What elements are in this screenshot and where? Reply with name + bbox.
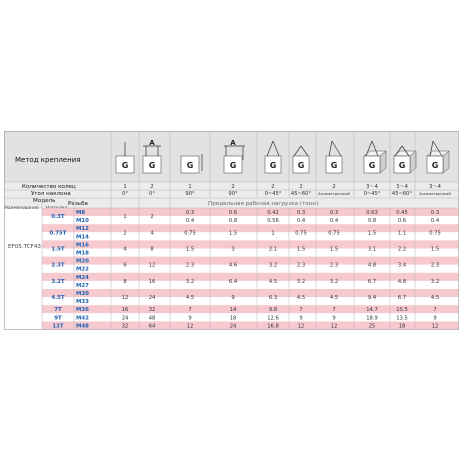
- work-load-cell: 0.75: [429, 230, 441, 237]
- work-load-cell: 2.3: [185, 262, 195, 269]
- work-load-cell: 2.3: [329, 262, 339, 269]
- table-row: [42, 216, 459, 224]
- thread-cell: M18: [76, 250, 89, 257]
- ring-value-cell: 8: [150, 246, 154, 253]
- work-load-cell: 14: [229, 307, 237, 314]
- load-cell: 3.2T: [51, 278, 65, 285]
- angle-cell: 0°: [149, 191, 155, 197]
- work-load-cell: 7: [332, 307, 336, 314]
- ring-value-cell: 8: [123, 278, 127, 285]
- load-cell: 9T: [54, 315, 62, 322]
- work-load-cell: 1: [271, 230, 275, 237]
- ring-count-cell: 1: [123, 184, 127, 190]
- load-cell: 7T: [54, 307, 62, 314]
- lifting-table: [4, 131, 459, 341]
- work-load-cell: 4.8: [397, 278, 407, 285]
- ring-value-cell: 64: [148, 323, 156, 330]
- ring-count-cell: 2: [332, 184, 336, 190]
- ring-count-cell: 3～4: [366, 184, 378, 190]
- load-cell: 4.5T: [51, 295, 65, 302]
- work-load-cell: 0.42: [267, 210, 279, 216]
- thread-cell: M30: [76, 291, 89, 297]
- work-load-cell: 1.1: [397, 230, 407, 237]
- work-load-cell: 4.6: [228, 262, 238, 269]
- work-load-cell: 2.3: [296, 262, 306, 269]
- thread-cell: M8: [76, 210, 86, 216]
- work-load-cell: 9: [188, 315, 192, 322]
- svg-text:A: A: [230, 139, 236, 147]
- work-load-cell: 9: [231, 295, 235, 302]
- angle-cell: 90°: [185, 191, 195, 197]
- angle-label: Угол наклона: [31, 191, 71, 197]
- ring-count-cell: 3～4: [429, 184, 441, 190]
- thread-cell: M48: [76, 323, 89, 330]
- ring-value-cell: 6: [123, 262, 127, 269]
- thread-cell: M42: [76, 315, 89, 322]
- load-cell: 12T: [52, 323, 64, 330]
- svg-text:G: G: [269, 161, 277, 170]
- work-load-cell: 1.5: [367, 230, 377, 237]
- table-row: [42, 224, 459, 232]
- work-load-cell: 10.5: [396, 307, 408, 314]
- table-row: [42, 257, 459, 265]
- work-load-cell: 2.3: [430, 262, 440, 269]
- table-row: [42, 240, 459, 248]
- work-load-cell: 3.2: [329, 278, 339, 285]
- angle-cell: 45~60°: [290, 191, 312, 197]
- work-load-cell: 9: [299, 315, 303, 322]
- work-load-cell: 12: [431, 323, 439, 330]
- work-load-cell: 2.1: [268, 246, 278, 253]
- thread-cell: M20: [76, 258, 89, 265]
- ring-value-cell: 12: [121, 295, 129, 302]
- work-load-cell: 6.4: [228, 278, 238, 285]
- ring-value-cell: 32: [148, 307, 156, 314]
- work-load-cell: 3.1: [367, 246, 377, 253]
- angle-cell: 0°: [122, 191, 128, 197]
- work-load-cell: 1.5: [296, 246, 306, 253]
- work-load-label: Предельная рабочая нагрузка (тонн): [208, 201, 319, 207]
- ring-value-cell: 24: [121, 315, 129, 322]
- work-load-cell: 4.8: [367, 262, 377, 269]
- work-load-cell: 2.2: [397, 246, 407, 253]
- ring-count-cell: 2: [271, 184, 275, 190]
- table-row: [42, 289, 459, 297]
- ring-count-cell: 2: [231, 184, 235, 190]
- work-load-cell: 0.6: [397, 218, 407, 225]
- work-load-cell: 7: [188, 307, 192, 314]
- thread-cell: M16: [76, 242, 89, 249]
- thread-cell: M14: [76, 234, 89, 241]
- ring-count-cell: 2: [150, 184, 154, 190]
- table-row: [42, 232, 459, 240]
- angle-cell: 0~45°: [363, 191, 381, 197]
- work-load-cell: 3.2: [185, 278, 195, 285]
- work-load-cell: 0.45: [396, 210, 408, 216]
- work-load-cell: 13.5: [396, 315, 408, 322]
- table-row: [42, 262, 459, 273]
- work-load-cell: 4.5: [430, 295, 440, 302]
- work-load-cell: 6.7: [397, 295, 407, 302]
- work-load-cell: 0.3: [185, 210, 195, 216]
- ring-value-cell: 24: [148, 295, 156, 302]
- work-load-cell: 9: [433, 315, 437, 322]
- svg-text:G: G: [431, 161, 439, 170]
- svg-text:G: G: [330, 161, 338, 170]
- work-load-cell: 3.2: [296, 278, 306, 285]
- work-load-cell: 0.75: [328, 230, 340, 237]
- work-load-cell: 9.8: [268, 307, 278, 314]
- work-load-cell: 0.8: [228, 218, 238, 225]
- work-load-cell: 1.5: [185, 246, 195, 253]
- series-code: EF05.TCF43: [8, 244, 41, 250]
- angle-cell: Ассиметричный: [318, 191, 350, 196]
- ring-value-cell: 32: [121, 323, 129, 330]
- work-load-cell: 0.3: [430, 210, 440, 216]
- svg-text:G: G: [186, 161, 194, 170]
- table-row: [42, 297, 459, 305]
- angle-cell: 0~45°: [264, 191, 282, 197]
- work-load-cell: 1.5: [228, 230, 238, 237]
- ring-value-cell: 16: [121, 307, 129, 314]
- work-load-cell: 0.6: [228, 210, 238, 216]
- work-load-cell: 12: [186, 323, 194, 330]
- angle-cell: 45~60°: [391, 191, 413, 197]
- svg-text:G: G: [229, 161, 237, 170]
- name-label: Наименование: [4, 206, 39, 211]
- work-load-cell: 7: [433, 307, 437, 314]
- ring-value-cell: 4: [150, 230, 154, 237]
- ring-count-cell: 1: [188, 184, 192, 190]
- work-load-cell: 18: [398, 323, 406, 330]
- ring-value-cell: 48: [148, 315, 156, 322]
- work-load-cell: 0.3: [296, 210, 306, 216]
- ring-count-cell: 3～4: [396, 184, 408, 190]
- table-row: [42, 246, 459, 257]
- load-cell: 0.75T: [49, 230, 67, 237]
- work-load-cell: 1.5: [329, 246, 339, 253]
- svg-text:G: G: [368, 161, 376, 170]
- thread-cell: M10: [76, 218, 89, 225]
- thread-cell: M12: [76, 226, 89, 233]
- thread-cell: M36: [76, 307, 89, 314]
- work-load-cell: 16.8: [267, 323, 279, 330]
- angle-cell: Ассиметричный: [419, 191, 451, 196]
- work-load-cell: 3.2: [430, 278, 440, 285]
- load-cell: 0.3T: [51, 214, 65, 221]
- svg-text:G: G: [297, 161, 305, 170]
- thread-cell: M24: [76, 274, 89, 281]
- ring-value-cell: 2: [150, 214, 154, 221]
- work-load-cell: 4.5: [185, 295, 195, 302]
- work-load-cell: 0.75: [184, 230, 196, 237]
- method-label: Метод крепления: [15, 156, 81, 164]
- ring-count-label: Количество колец: [22, 184, 76, 190]
- work-load-cell: 0.8: [367, 218, 377, 225]
- work-load-cell: 3: [231, 246, 235, 253]
- work-load-cell: 12: [297, 323, 305, 330]
- work-load-cell: 24: [229, 323, 237, 330]
- work-load-cell: 4.5: [329, 295, 339, 302]
- load-cell: 1.5T: [51, 246, 65, 253]
- work-load-cell: 0.4: [185, 218, 195, 225]
- svg-text:G: G: [398, 161, 406, 170]
- load-cell: 2.3T: [51, 262, 65, 269]
- work-load-cell: 0.4: [296, 218, 306, 225]
- ring-value-cell: 4: [123, 246, 127, 253]
- work-load-cell: 25: [368, 323, 376, 330]
- ring-value-cell: 12: [148, 262, 156, 269]
- work-load-cell: 6.3: [268, 295, 278, 302]
- thread-cell: M33: [76, 299, 89, 306]
- svg-text:G: G: [148, 161, 156, 170]
- svg-text:G: G: [121, 161, 129, 170]
- thread-cell: M27: [76, 282, 89, 289]
- work-load-cell: 1.5: [430, 246, 440, 253]
- ring-count-cell: 2: [299, 184, 303, 190]
- work-load-cell: 12.6: [267, 315, 279, 322]
- table-body: [42, 208, 459, 330]
- work-load-cell: 0.56: [267, 218, 279, 225]
- ring-value-cell: 2: [123, 230, 127, 237]
- model-label: Модель: [33, 198, 56, 204]
- work-load-cell: 3.4: [397, 262, 407, 269]
- table-row: [42, 321, 459, 329]
- work-load-cell: 6.7: [367, 278, 377, 285]
- work-load-cell: 0.4: [430, 218, 440, 225]
- work-load-cell: 18.9: [366, 315, 378, 322]
- work-load-cell: 18: [229, 315, 237, 322]
- work-load-cell: 9: [332, 315, 336, 322]
- work-load-cell: 4.5: [268, 278, 278, 285]
- work-load-cell: 9.4: [367, 295, 377, 302]
- svg-text:A: A: [149, 139, 155, 147]
- work-load-cell: 4.5: [296, 295, 306, 302]
- work-load-cell: 0.75: [295, 230, 307, 237]
- thread-label: Резьба: [68, 201, 88, 207]
- work-load-cell: 0.3: [329, 210, 339, 216]
- work-load-cell: 0.4: [329, 218, 339, 225]
- work-load-cell: 0.63: [366, 210, 378, 216]
- side-lift-90-icon: [181, 154, 202, 173]
- work-load-cell: 12: [330, 323, 338, 330]
- ring-value-cell: 16: [148, 278, 156, 285]
- work-load-cell: 3.2: [268, 262, 278, 269]
- thread-cell: M22: [76, 266, 89, 273]
- work-load-cell: 14.7: [366, 307, 378, 314]
- table-row: [42, 273, 459, 281]
- work-load-cell: 7: [299, 307, 303, 314]
- angle-cell: 90°: [228, 191, 238, 197]
- table-row: [42, 278, 459, 289]
- ring-value-cell: 1: [123, 214, 127, 221]
